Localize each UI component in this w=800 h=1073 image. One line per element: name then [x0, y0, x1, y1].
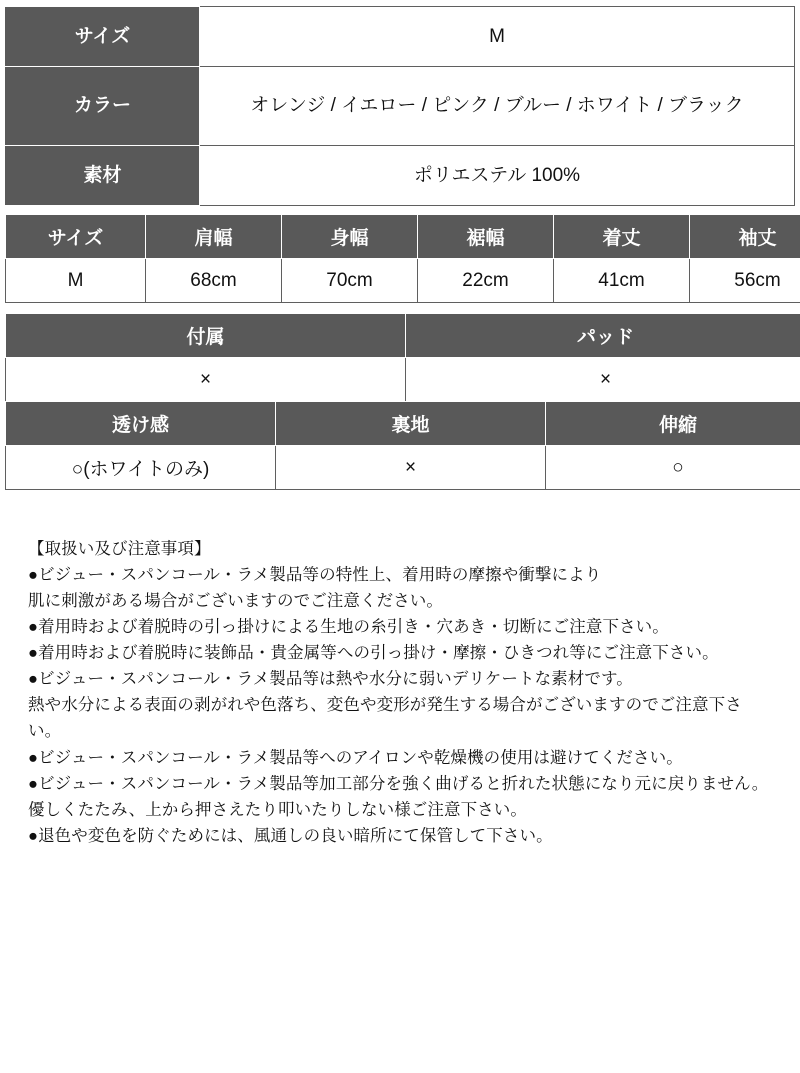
table-row: [6, 259, 800, 303]
notes-line: ●着用時および着脱時に装飾品・貴金属等への引っ掛け・摩擦・ひきつれ等にご注意下さい。: [28, 640, 773, 666]
product-spec-page: [0, 6, 800, 1073]
meas-header-hem: 裾幅: [418, 215, 554, 259]
attr-header-lining: 裏地: [276, 402, 546, 446]
notes-line: ●ビジュー・スパンコール・ラメ製品等へのアイロンや乾燥機の使用は避けてください。: [28, 745, 773, 771]
attr-header-pad: パッド: [406, 314, 800, 358]
meas-header-shoulder: 肩幅: [146, 215, 282, 259]
table-row: [6, 7, 795, 67]
notes-line: 熱や水分による表面の剥がれや色落ち、変色や変形が発生する場合がございますのでご注意下さい。: [28, 692, 773, 744]
notes-line: 肌に刺激がある場合がございますのでご注意ください。: [28, 588, 773, 614]
care-notes: [28, 536, 773, 849]
table-row: [6, 358, 800, 402]
attr-value-sheerness: ○(ホワイトのみ): [6, 446, 276, 490]
table-row: [6, 146, 795, 206]
attribute-table: [5, 313, 800, 402]
table-header-row: [6, 215, 800, 259]
notes-line: ●ビジュー・スパンコール・ラメ製品等加工部分を強く曲げると折れた状態になり元に戻りません。: [28, 771, 773, 797]
attr-header-sheerness: 透け感: [6, 402, 276, 446]
meas-value-hem: 22cm: [418, 259, 554, 303]
notes-line: ●着用時および着脱時の引っ掛けによる生地の糸引き・穴あき・切断にご注意下さい。: [28, 614, 773, 640]
notes-line: ●退色や変色を防ぐためには、風通しの良い暗所にて保管して下さい。: [28, 823, 773, 849]
spec-table: [5, 6, 795, 206]
table-row: [6, 67, 795, 146]
table-header-row: [6, 402, 800, 446]
meas-header-sleeve: 袖丈: [690, 215, 800, 259]
notes-title: 【取扱い及び注意事項】: [28, 536, 773, 562]
spec-label-color: カラー: [6, 67, 200, 146]
meas-value-sleeve: 56cm: [690, 259, 800, 303]
spec-label-material: 素材: [6, 146, 200, 206]
attr-value-accessory: ×: [6, 358, 406, 402]
attr-value-stretch: ○: [546, 446, 800, 490]
notes-line: ●ビジュー・スパンコール・ラメ製品等は熱や水分に弱いデリケートな素材です。: [28, 666, 773, 692]
spec-value-material: ポリエステル 100%: [200, 146, 795, 206]
meas-value-size: M: [6, 259, 146, 303]
attr-header-accessory: 付属: [6, 314, 406, 358]
notes-line: ●ビジュー・スパンコール・ラメ製品等の特性上、着用時の摩擦や衝撃により: [28, 562, 773, 588]
table-header-row: [6, 314, 800, 358]
attr-header-stretch: 伸縮: [546, 402, 800, 446]
table-row: [6, 446, 800, 490]
attr-value-pad: ×: [406, 358, 800, 402]
measurement-table: [5, 214, 800, 303]
spec-value-color: オレンジ / イエロー / ピンク / ブルー / ホワイト / ブラック: [200, 67, 795, 146]
meas-value-bust: 70cm: [282, 259, 418, 303]
attr-value-lining: ×: [276, 446, 546, 490]
meas-value-length: 41cm: [554, 259, 690, 303]
spec-label-size: サイズ: [6, 7, 200, 67]
meas-header-size: サイズ: [6, 215, 146, 259]
attribute-table-2: [5, 401, 800, 490]
notes-line: 優しくたたみ、上から押さえたり叩いたりしない様ご注意下さい。: [28, 797, 773, 823]
meas-header-length: 着丈: [554, 215, 690, 259]
meas-value-shoulder: 68cm: [146, 259, 282, 303]
spec-value-size: M: [200, 7, 795, 67]
meas-header-bust: 身幅: [282, 215, 418, 259]
